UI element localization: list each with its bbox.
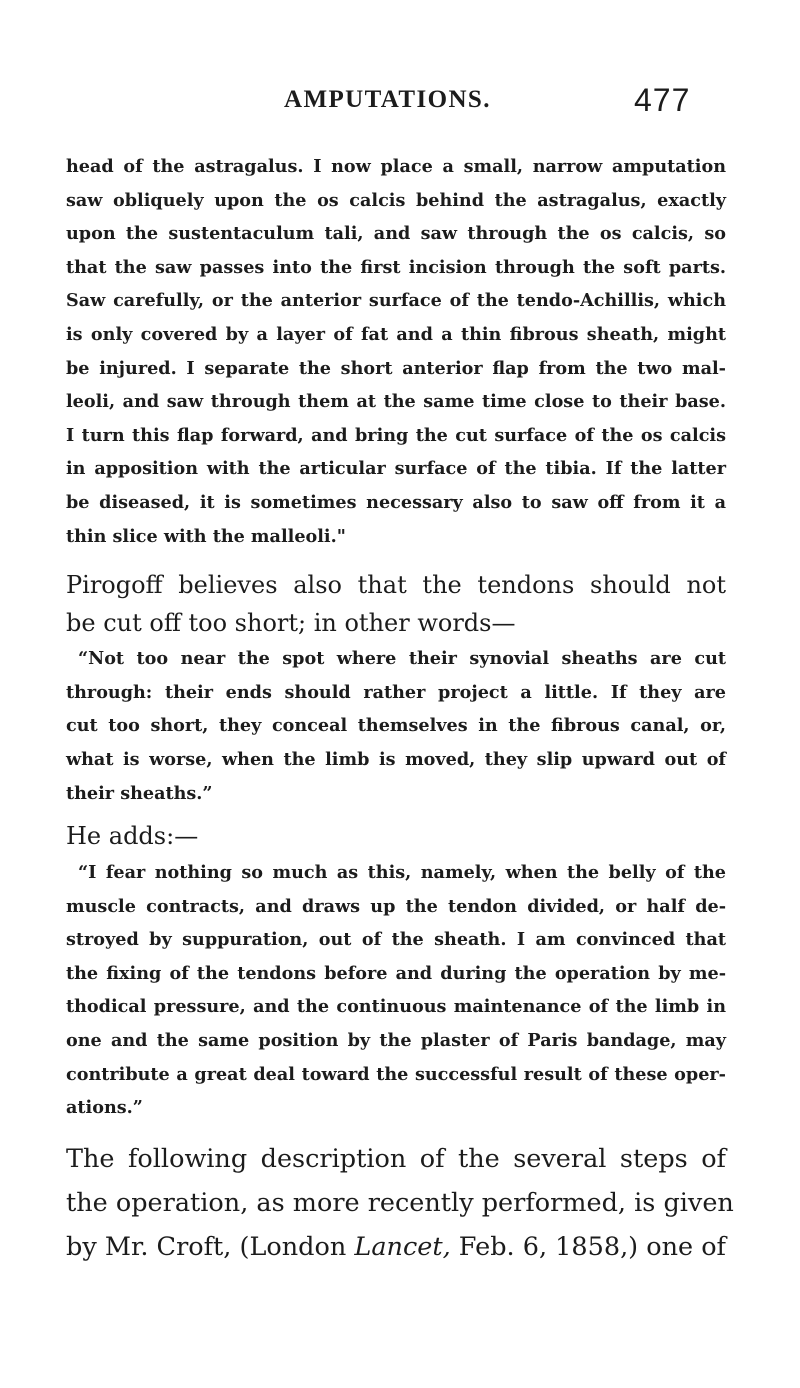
text-line: cut too short, they conceal themselves in the fibrous canal, or, [66,715,726,737]
text-line: stroyed by suppuration, out of the sheath. I am convinced that [66,929,726,951]
text-line: thin slice with the malleoli." [66,525,346,547]
text-line: leoli, and saw through them at the same time close to their base. [66,391,726,413]
paragraph-following [66,1137,734,1269]
text-line: their sheaths.” [66,782,213,804]
text-line: I turn this flap forward, and bring the cut surface of the os calcis [66,424,726,446]
text-line: “Not too near the spot where their synovial sheaths are cut [78,648,726,670]
page-body [66,150,734,1269]
paragraph-he-adds [66,816,726,856]
text-line: The following description of the several steps of [66,1143,726,1174]
paragraph-astragalus [66,150,726,553]
page-header [284,82,691,126]
paragraph-quote-fear [66,856,726,1125]
paragraph-quote-tendons [66,642,726,810]
text-line: one and the same position by the plaster of Paris bandage, may [66,1030,726,1052]
page-number: 477 [634,82,691,118]
text-line: ations.” [66,1097,143,1119]
text-line: in apposition with the articular surface of the tibia. If the latter [66,458,726,480]
text-line: is only covered by a layer of fat and a thin fibrous sheath, might [66,323,726,345]
text-run: by Mr. Croft, (London [66,1231,355,1262]
journal-title: Lancet, [354,1231,451,1262]
text-line: that the saw passes into the first incision through the soft parts. [66,256,726,278]
text-line: He adds:— [66,822,199,851]
text-line: upon the sustentaculum tali, and saw through the os calcis, so [66,223,726,245]
text-line: contribute a great deal toward the successful result of these oper- [66,1063,726,1085]
text-line: be injured. I separate the short anterior flap from the two mal- [66,357,726,379]
text-line [66,1225,726,1269]
text-line: be diseased, it is sometimes necessary also to saw off from it a [66,491,726,513]
text-line: Saw carefully, or the anterior surface of the tendo-Achillis, which [66,290,726,312]
text-line: the operation, as more recently performed, is given [66,1187,734,1218]
text-line: be cut off too short; in other words— [66,609,516,638]
text-line: thodical pressure, and the continuous maintenance of the limb in [66,996,726,1018]
text-line: “I fear nothing so much as this, namely, when the belly of the [78,862,726,884]
text-line: what is worse, when the limb is moved, they slip upward out of [66,748,726,770]
running-head: AMPUTATIONS. [284,86,491,113]
text-run: Feb. 6, 1858,) one of [450,1231,726,1262]
text-line: the fixing of the tendons before and during the operation by me- [66,962,726,984]
text-line: Pirogoff believes also that the tendons should not [66,571,726,600]
text-line: head of the astragalus. I now place a small, narrow amputation [66,156,726,177]
text-line: muscle contracts, and draws up the tendon divided, or half de- [66,895,726,917]
text-line: through: their ends should rather project a little. If they are [66,681,726,703]
paragraph-pirogoff [66,566,726,642]
text-line: saw obliquely upon the os calcis behind the astragalus, exactly [66,189,726,211]
